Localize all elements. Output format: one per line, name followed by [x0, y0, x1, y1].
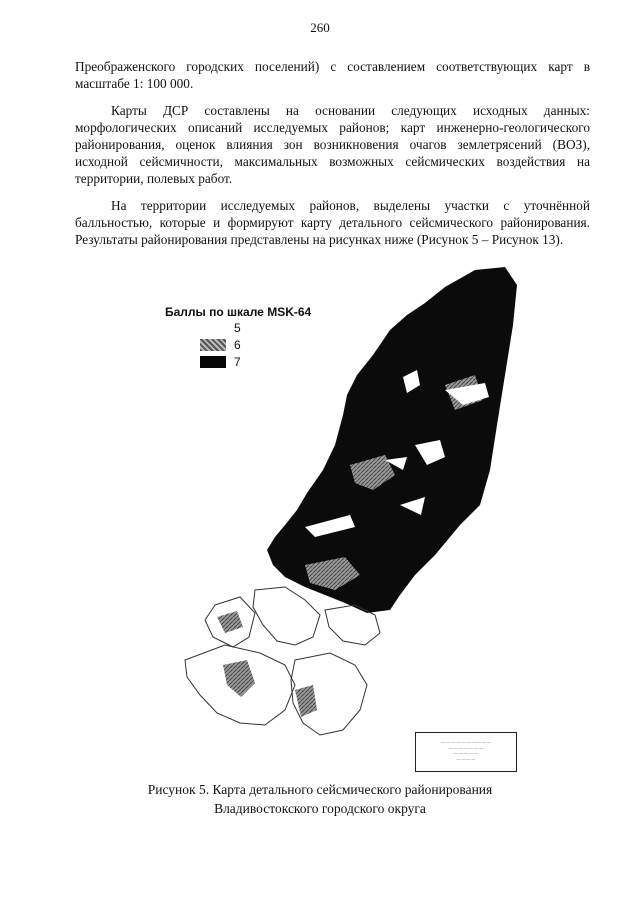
zone-6-island	[223, 660, 255, 697]
legend-item-5	[165, 319, 311, 336]
legend-item-6	[165, 336, 311, 353]
paragraph-1: Преображенского городских поселений) с составлением соответствующих карт в масштабе 1: 100 000.	[75, 59, 590, 91]
zone-6-island	[217, 611, 243, 633]
page-number: 260	[310, 20, 330, 35]
legend-label-5: 5	[234, 320, 241, 335]
figure-caption	[0, 780, 640, 818]
caption-line-2: Владивостокского городского округа	[214, 801, 426, 816]
legend-label-7: 7	[234, 354, 241, 369]
legend-swatch-5	[200, 322, 226, 334]
legend-swatch-6	[200, 339, 226, 351]
paragraph-2: Карты ДСР составлены на основании следующих исходных данных: морфологических описаний исследуемых районов; карт инженерно-геологического районирования, оценок влияния зон возникновения очагов землетрясений (ВОЗ), исходной сейсмичности, максимальных возможных сейсмических воздействия на территории, полевых работ.	[75, 103, 590, 186]
map-title-stamp: — — — — — — — — — — — — — — — — — — — — — — — — — —	[415, 732, 517, 772]
legend-label-6: 6	[234, 337, 241, 352]
legend-item-7	[165, 353, 311, 370]
legend-swatch-7	[200, 356, 226, 368]
legend-title: Баллы по шкале MSK-64	[165, 305, 312, 319]
map-legend	[165, 305, 311, 370]
zone-6-island	[295, 685, 317, 717]
paragraph-3: На территории исследуемых районов, выделены участки с уточнённой балльностью, которые и формируют карту детального сейсмического районирования. Результаты районирования представлены на рисунках ниже (Рисунок 5 – Рисунок 13).	[75, 198, 590, 247]
caption-line-1: Рисунок 5. Карта детального сейсмического районирования	[147, 782, 493, 797]
island-outline	[253, 587, 320, 645]
